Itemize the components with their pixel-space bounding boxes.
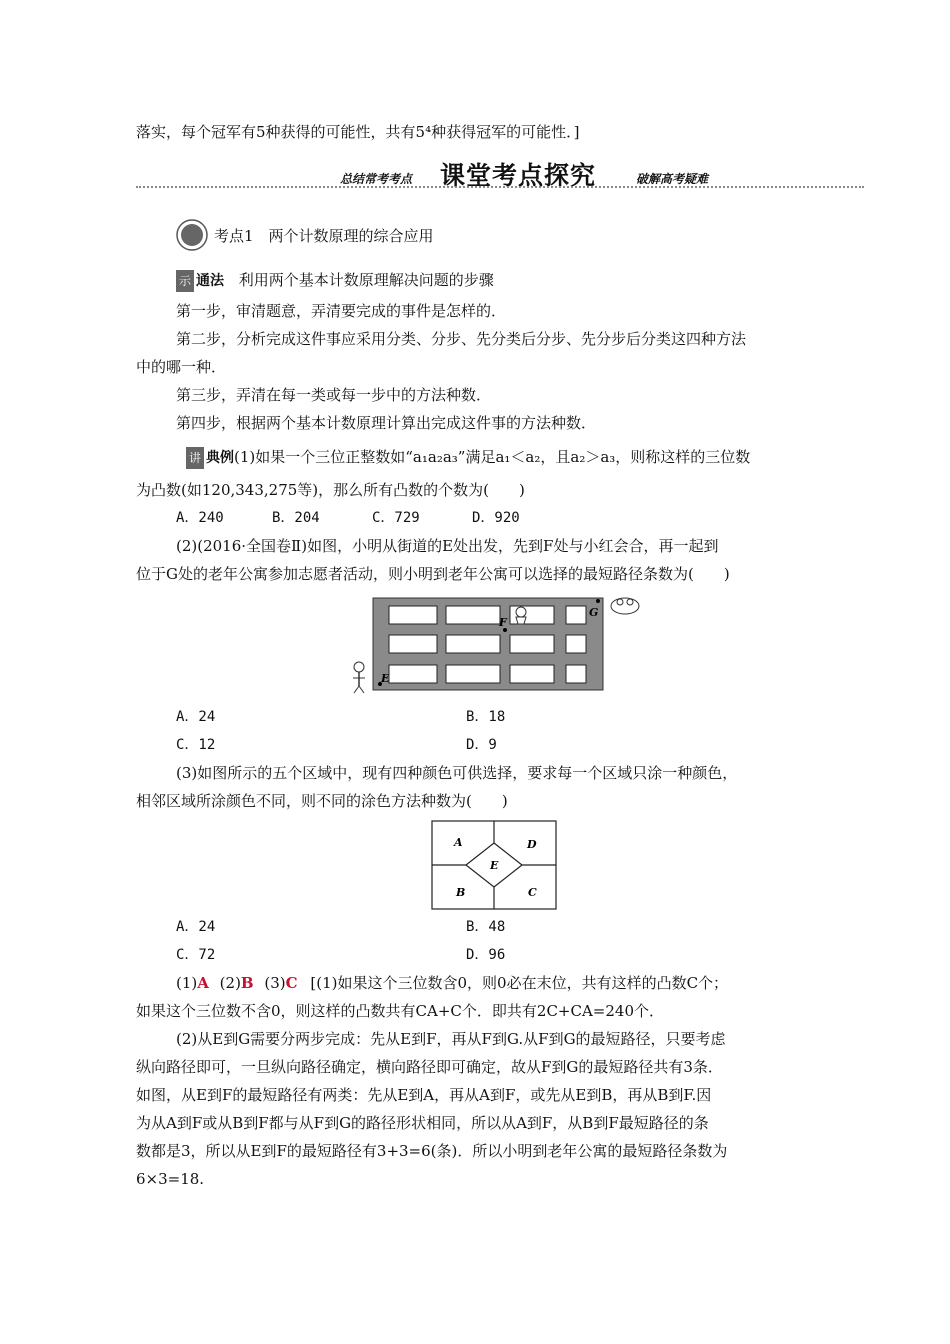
- label-e: E: [381, 672, 390, 685]
- method-step-4: 第四步，根据两个基本计数原理计算出完成这件事的方法种数．: [176, 414, 597, 432]
- street-map-figure: [345, 590, 645, 695]
- region-d-label: D: [527, 838, 537, 851]
- example-q2-line1: (2)(2016·全国卷Ⅱ)如图，小明从街道的E处出发，先到F处与小红会合，再一起到: [176, 537, 719, 555]
- q3-option-d: D．96: [466, 947, 506, 963]
- answer-line-2: 如果这个三位数不含0，则这样的凸数共有CA+C个．即共有2C+CA=240个．: [136, 1002, 664, 1020]
- method-step-3: 第三步，弄清在每一类或每一步中的方法种数．: [176, 386, 492, 404]
- region-a-label: A: [454, 836, 463, 849]
- kaodian-circle-icon: [176, 219, 208, 251]
- answer-line-8: 6×3=18.: [136, 1170, 205, 1188]
- method-step-2-cont: 中的哪一种．: [136, 358, 227, 376]
- answer-line-6: 为从A到F或从B到F都与从F到G的路径形状相同，所以从A到F，从B到F最短路径的条: [136, 1114, 709, 1132]
- elderly-home-icon: [611, 598, 639, 614]
- method-title: 利用两个基本计数原理解决问题的步骤: [238, 271, 494, 289]
- q1-option-c: C．729: [372, 510, 420, 526]
- answer-line-4: 纵向路径即可，一旦纵向路径确定，横向路径即可确定，故从F到G的最短路径共有3条．: [136, 1058, 723, 1076]
- answer-1-prefix: (1): [176, 974, 198, 992]
- person-e-icon: [353, 662, 365, 693]
- header-right-caption: 破解高考疑难: [636, 172, 709, 186]
- answer-explanation-1: [(1)如果这个三位数含0，则0必在末位，共有这样的凸数C个；: [310, 974, 729, 992]
- q2-option-a: A．24: [176, 709, 216, 725]
- q3-option-c: C．72: [176, 947, 216, 963]
- label-f: F: [499, 616, 507, 629]
- q1-option-b: B．204: [272, 510, 320, 526]
- example-q2-line2: 位于G处的老年公寓参加志愿者活动，则小明到老年公寓可以选择的最短路径条数为( ): [136, 565, 730, 583]
- example-q1-line1: [186, 447, 750, 469]
- label-g: G: [589, 606, 599, 619]
- q1-option-d: D．920: [472, 510, 520, 526]
- kaodian-title: 考点1 两个计数原理的综合应用: [214, 227, 434, 245]
- answer-line-7: 数都是3，所以从E到F的最短路径有3+3=6(条)．所以小明到老年公寓的最短路径条数为: [136, 1142, 728, 1160]
- answer-1: A: [197, 974, 209, 992]
- q3-option-b: B．48: [466, 919, 506, 935]
- answer-2: B: [240, 974, 254, 992]
- example-tag-label: 典例: [206, 450, 235, 466]
- answer-line-5: 如图，从E到F的最短路径有两类：先从E到A，再从A到F，或先从E到B，再从B到F.因: [136, 1086, 712, 1104]
- person-f-icon: [516, 607, 526, 624]
- method-step-1: 第一步，审清题意，弄清要完成的事件是怎样的．: [176, 302, 507, 320]
- answer-line-1: [176, 973, 728, 993]
- header-left-caption: 总结常考考点: [340, 172, 413, 186]
- region-b-label: B: [456, 886, 466, 899]
- answer-3: C: [285, 974, 298, 992]
- example-q3-line1: (3)如图所示的五个区域中，现有四种颜色可供选择，要求每一个区域只涂一种颜色，: [176, 764, 738, 782]
- example-q1-line2: 为凸数(如120,343,275等)，那么所有凸数的个数为( ): [136, 481, 525, 499]
- answer-line-3: (2)从E到G需要分两步完成：先从E到F，再从F到G.从F到G的最短路径，只要考虑: [176, 1030, 726, 1048]
- header-divider: [136, 186, 864, 188]
- q1-text: (1)如果一个三位正整数如“a₁a₂a₃”满足a₁＜a₂，且a₂＞a₃，则称这样的三位数: [234, 448, 751, 466]
- answer-2-prefix: (2): [219, 974, 241, 992]
- section-title: 课堂考点探究: [440, 161, 597, 190]
- top-line: 落实，每个冠军有5种获得的可能性，共有5⁴种获得冠军的可能性．]: [136, 123, 580, 141]
- q2-option-b: B．18: [466, 709, 506, 725]
- example-tag: 讲: [186, 447, 204, 469]
- q2-option-c: C．12: [176, 737, 216, 753]
- method-heading: [176, 270, 494, 292]
- q3-option-a: A．24: [176, 919, 216, 935]
- method-tag-label: 通法: [196, 273, 225, 289]
- q2-option-d: D．9: [466, 737, 497, 753]
- method-step-2: 第二步，分析完成这件事应采用分类、分步、先分类后分步、先分步后分类这四种方法: [176, 330, 747, 348]
- region-e-label: E: [490, 859, 499, 872]
- answer-3-prefix: (3): [264, 974, 286, 992]
- coloring-regions-figure: [430, 818, 560, 912]
- q1-option-a: A．240: [176, 510, 224, 526]
- method-tag: 示: [176, 270, 194, 292]
- example-q3-line2: 相邻区域所涂颜色不同，则不同的涂色方法种数为( ): [136, 792, 508, 810]
- region-c-label: C: [528, 886, 537, 899]
